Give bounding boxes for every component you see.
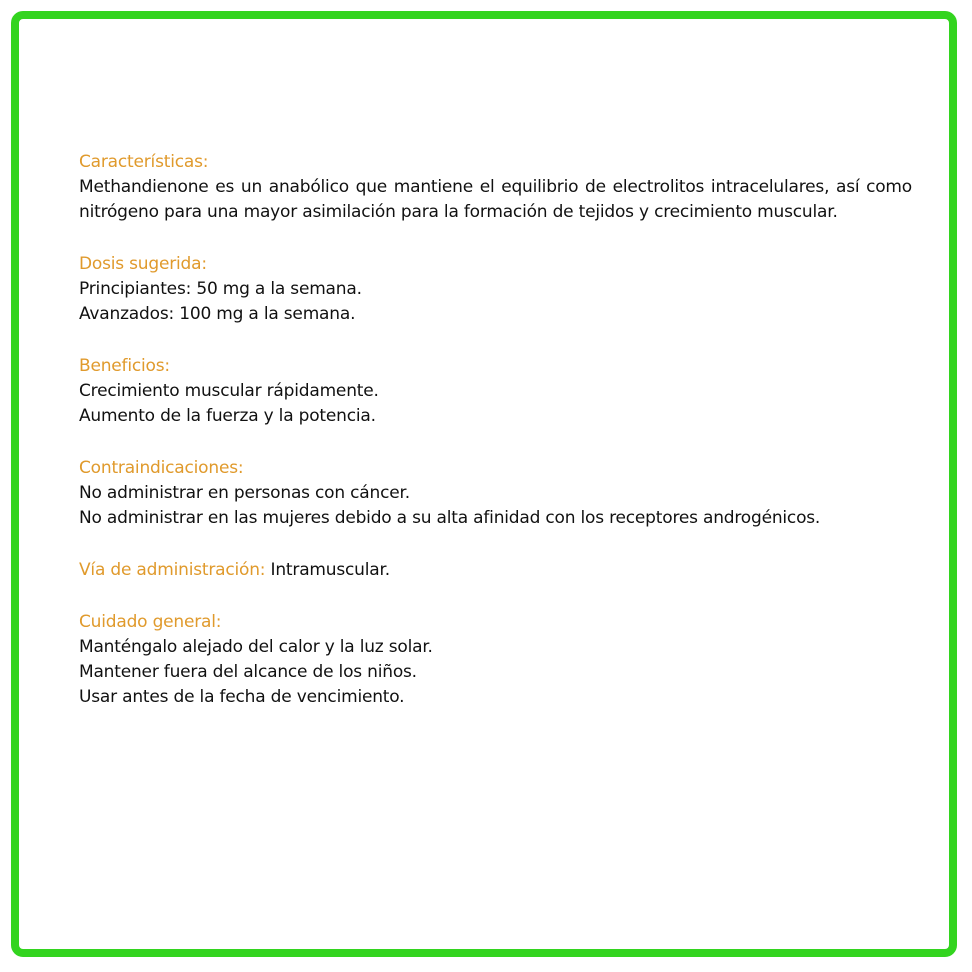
heading-contraindicaciones: Contraindicaciones:	[79, 458, 244, 478]
section-beneficios	[79, 354, 912, 429]
via-value: Intramuscular.	[270, 560, 390, 580]
product-info-document	[79, 150, 912, 737]
heading-cuidado: Cuidado general:	[79, 612, 222, 632]
dosis-line-avanzados: Avanzados: 100 mg a la semana.	[79, 304, 356, 324]
caracteristicas-text: Methandienone es un anabólico que mantiene el equilibrio de electrolitos intracelulares, así como nitrógeno para una mayor asimilación para la formación de tejidos y crecimiento muscular.	[79, 177, 912, 222]
section-via	[79, 558, 912, 583]
heading-dosis: Dosis sugerida:	[79, 254, 207, 274]
section-caracteristicas	[79, 150, 912, 225]
via-line	[79, 558, 912, 583]
section-contraindicaciones	[79, 456, 912, 531]
section-cuidado	[79, 610, 912, 710]
section-dosis	[79, 252, 912, 327]
heading-via: Vía de administración:	[79, 560, 266, 580]
cuidado-line-3: Usar antes de la fecha de vencimiento.	[79, 687, 405, 707]
beneficio-line-1: Crecimiento muscular rápidamente.	[79, 381, 379, 401]
contraindicacion-line-2: No administrar en las mujeres debido a su alta afinidad con los receptores androgénicos.	[79, 508, 821, 528]
cuidado-line-1: Manténgalo alejado del calor y la luz solar.	[79, 637, 433, 657]
cuidado-line-2: Mantener fuera del alcance de los niños.	[79, 662, 417, 682]
heading-caracteristicas: Características:	[79, 152, 209, 172]
heading-beneficios: Beneficios:	[79, 356, 170, 376]
beneficio-line-2: Aumento de la fuerza y la potencia.	[79, 406, 376, 426]
contraindicacion-line-1: No administrar en personas con cáncer.	[79, 483, 410, 503]
dosis-line-principiantes: Principiantes: 50 mg a la semana.	[79, 279, 362, 299]
